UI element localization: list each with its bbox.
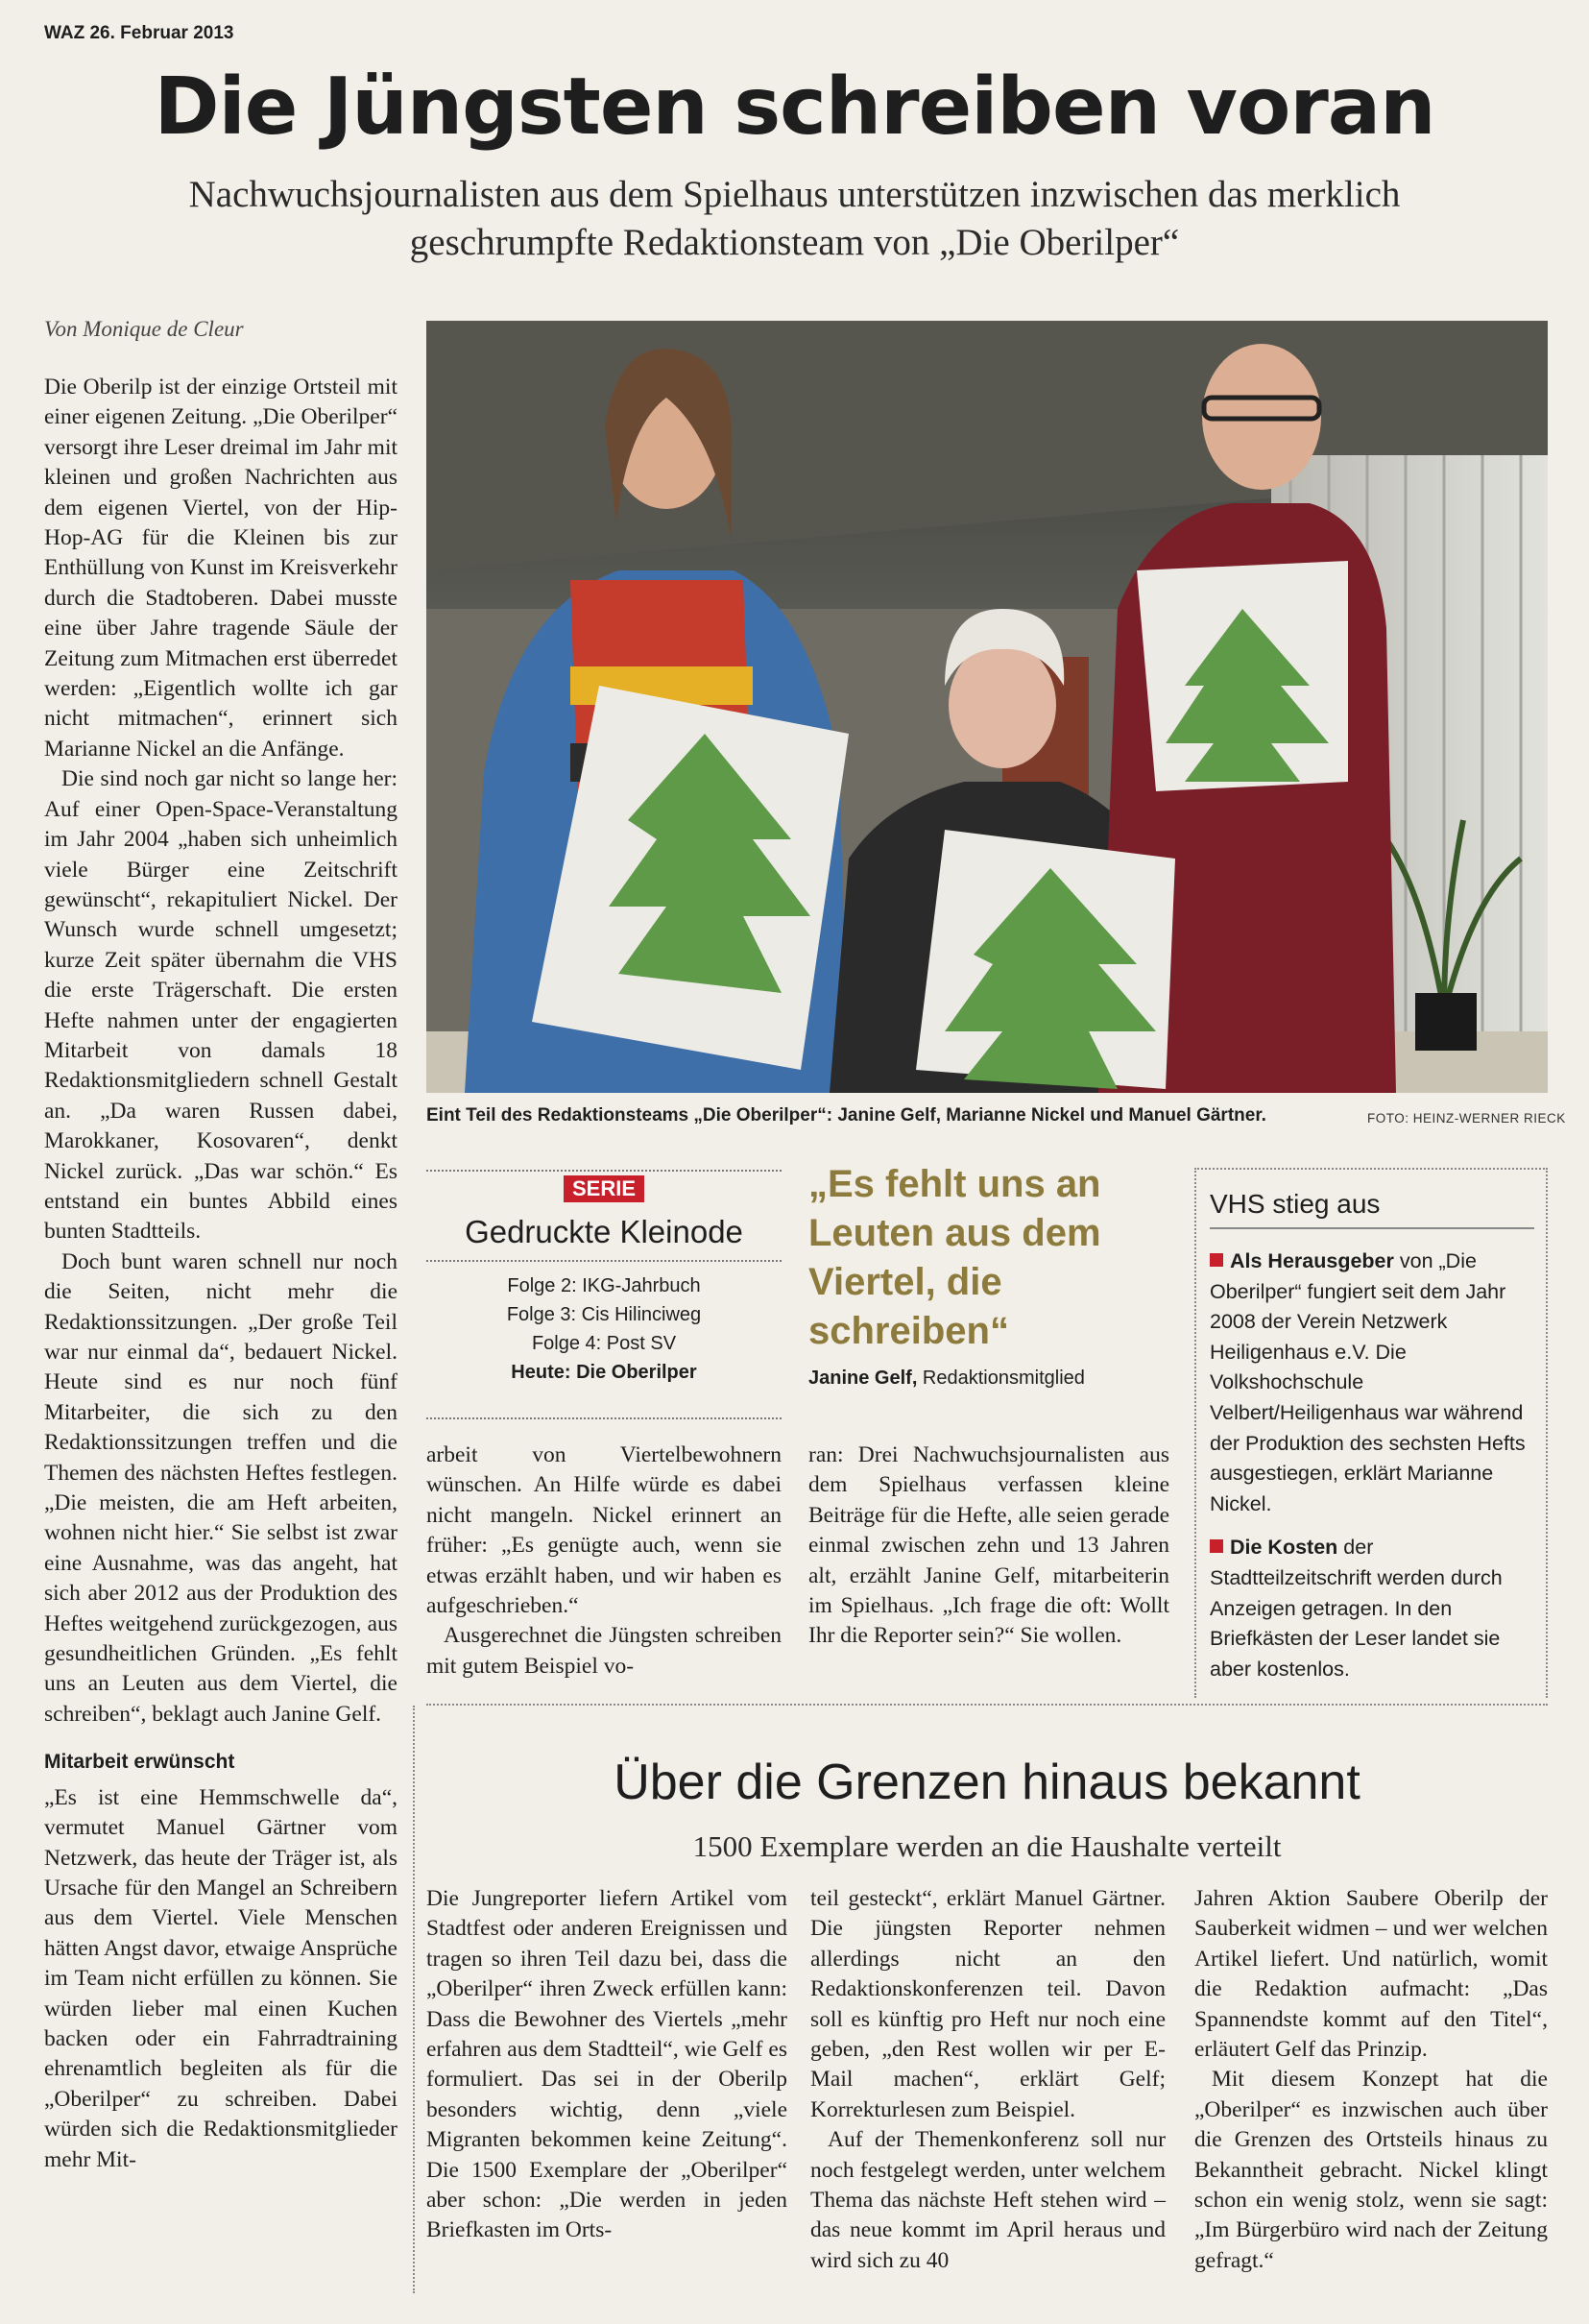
second-column-2 (810, 1884, 1166, 2276)
series-list (426, 1260, 782, 1387)
second-column-3 (1194, 1884, 1548, 2276)
subheadline: Nachwuchsjournalisten aus dem Spielhaus unterstützen inzwischen das merklich geschrumpfte Redaktionsteam von „Die Oberilper“ (188, 174, 1401, 263)
photo-illustration (426, 321, 1548, 1093)
paragraph: „Es ist eine Hemmschwelle da“, vermutet Manuel Gärtner vom Netzwerk, das heute der Träger ist, als Ursache für den Mangel an Schreibern aus dem Viertel. Viele Menschen hätten Angst davor, etwaige Ansprüche im Team nicht erfüllen zu können. Sie würden lieber mal einen Kuchen backen oder ein Fahrradtraining ehrenamtlich begleiten als für die „Oberilper“ zu schreiben. Dabei würden sich die Redaktionsmitglieder mehr Mit- (44, 1784, 397, 2172)
series-box (426, 1170, 782, 1419)
series-item: Folge 4: Post SV (531, 1333, 677, 1354)
newspaper-copy (916, 830, 1175, 1089)
paragraph: Ausgerechnet die Jüngsten schreiben mit gutem Beispiel vo- (426, 1623, 782, 1679)
paragraph: Die Jungreporter liefern Artikel vom Stadtfest oder anderen Ereignissen und tragen so ihren Teil dazu bei, dass die „Oberilper“ ihren Zweck erfüllen kann: Dass die Bewohner des Viertels „mehr erfahren aus dem Stadtteil“, wie Gelf es formuliert. Das sei in der Oberilp besonders wichtig, denn „viele Migranten bekommen keine Zeitung“. Die 1500 Exemplare der „Oberilper“ aber schon: „Die werden in jeden Briefkasten im Orts- (426, 1886, 787, 2243)
info-bold: Als Herausgeber (1210, 1249, 1394, 1272)
pull-quote: „Es fehlt uns an Leuten aus dem Viertel, die schreiben“ (808, 1163, 1101, 1352)
series-today: Heute: Die Oberilper (511, 1362, 697, 1383)
series-title: Gedruckte Kleinode (465, 1214, 743, 1249)
paragraph: Jahren Aktion Saubere Oberilp der Sauberkeit widmen – und wer welchen Artikel liefert. Und natürlich, womit die Redaktion aufmacht: „Das Spannendste kommt auf den Titel“, erläutert Gelf das Prinzip. (1194, 1886, 1548, 2063)
paragraph: Die Oberilp ist der einzige Ortsteil mit einer eigenen Zeitung. „Die Oberilper“ versorgt ihre Leser dreimal im Jahr mit kleinen und großen Nachrichten aus dem eigenen Viertel, von der Hip-Hop-AG für die Kleinen bis zur Enthüllung von Kunst im Kreisverkehr durch die Stadtoberen. Dabei musste eine über Jahre tragende Säule der Zeitung zum Mitmachen erst überredet werden: „Eigentlich wollte ich gar nicht mitmachen“, erinnert sich Marianne Nickel an die Anfänge. (44, 375, 397, 762)
second-column-1 (426, 1884, 787, 2246)
paragraph: ran: Drei Nachwuchsjournalisten aus dem Spielhaus verfassen kleine Beiträge für die Hefte, alle seien gerade einmal zwischen zehn und 13 Jahren alt, erzählt Janine Gelf, mitarbeiterin im Spielhaus. „Ich frage die oft: Wollt Ihr die Reporter sein?“ Sie wollen. (808, 1442, 1169, 1649)
article-column-3 (808, 1440, 1169, 1652)
paragraph: Doch bunt waren schnell nur noch die Seiten, nicht mehr die Redaktionssitzungen. „Der große Teil war nur einmal da“, bedauert Nickel. Heute sind es nur noch fünf Mitarbeiter, die sich zu den Redaktionssitzungen treffen und die Themen des nächsten Heftes festlegen. „Die meisten, die am Heft arbeiten, wohnen nicht hier.“ Sie selbst ist zwar eine Ausnahme, was das angeht, hat sich aber 2012 aus der Produktion des Heftes weitgehend zurückgezogen, aus gesundheitlichen Gründen. „Es fehlt uns an Leuten aus dem Viertel, die schreiben“, beklagt auch Janine Gelf. (44, 1248, 397, 1727)
series-item: Folge 3: Cis Hilinciweg (506, 1304, 702, 1325)
divider (426, 1704, 1548, 1706)
info-text: der Stadtteilzeitschrift werden durch Anzeigen getragen. In den Briefkästen der Leser landet sie aber kostenlos. (1210, 1536, 1503, 1681)
series-item: Folge 2: IKG-Jahrbuch (507, 1275, 701, 1296)
headline: Die Jüngsten schreiben voran (154, 61, 1435, 153)
paragraph: arbeit von Viertelbewohnern wünschen. An Hilfe würde es dabei nicht mangeln. Nickel erinnert an früher: „Es genügte auch, wenn sie etwas erzählt haben, und wir haben es aufgeschrieben.“ (426, 1442, 782, 1619)
quote-author-role: Redaktionsmitglied (917, 1368, 1085, 1389)
pull-quote-author (808, 1368, 1135, 1390)
info-box (1194, 1168, 1548, 1698)
info-box-title: VHS stieg aus (1210, 1170, 1534, 1229)
article-column-1 (44, 373, 397, 2175)
info-bold: Die Kosten (1210, 1536, 1337, 1559)
photo-credit: FOTO: HEINZ-WERNER RIECK (1367, 1111, 1566, 1126)
paragraph: Die sind noch gar nicht so lange her: Auf einer Open-Space-Veranstaltung im Jahr 2004 „haben sich unheimlich viele Bürger eine Zeitschrift gewünscht“, rekapituliert Nickel. Der Wunsch wurde schnell umgesetzt; kurze Zeit später übernahm die VHS die erste Trägerschaft. Die ersten Hefte nahmen unter der engagierten Mitarbeit von damals 18 Redaktionsmitgliedern schnell Gestalt an. „Da waren Russen dabei, Marokkaner, Kosovaren“, denkt Nickel zurück. „Das war schön.“ Es entstand ein buntes Abbild eines bunten Stadtteils. (44, 766, 397, 1245)
second-subheadline: 1500 Exemplare werden an die Haushalte verteilt (692, 1829, 1282, 1863)
section-heading: Mitarbeit erwünscht (44, 1751, 235, 1774)
paragraph: Auf der Themenkonferenz soll nur noch festgelegt werden, unter welchem Thema das nächste Heft stehen wird – das neue kommt im April heraus und wird sich zu 40 (810, 2127, 1166, 2273)
info-text: von „Die Oberilper“ fungiert seit dem Jahr 2008 der Verein Netzwerk Heiligenhaus e.V. Die Volkshochschule Velbert/Heiligenhaus war während der Produktion des sechsten Hefts ausgestiegen, erklärt Marianne Nickel. (1210, 1249, 1526, 1515)
article-column-2 (426, 1440, 782, 1682)
series-tag: SERIE (564, 1175, 644, 1202)
paragraph: teil gesteckt“, erklärt Manuel Gärtner. Die jüngsten Reporter nehmen allerdings nicht an den Redaktionskonferenzen teil. Davon soll es künftig pro Heft nur noch eine geben, „den Rest wollen wir per E-Mail machen“, erklärt Gelf; Korrekturlesen zum Beispiel. (810, 1886, 1166, 2122)
team-photo (426, 321, 1548, 1093)
info-box-text (1210, 1247, 1534, 1684)
photo-caption: Eint Teil des Redaktionsteams „Die Oberilper“: Janine Gelf, Marianne Nickel und Manuel Gärtner. (426, 1105, 1266, 1126)
second-headline: Über die Grenzen hinaus bekannt (614, 1755, 1360, 1810)
quote-author-name: Janine Gelf, (808, 1368, 918, 1389)
dateline: WAZ 26. Februar 2013 (44, 23, 234, 43)
newspaper-copy (1137, 561, 1348, 791)
paragraph: Mit diesem Konzept hat die „Oberilper“ es inzwischen auch über die Grenzen des Ortsteils hinaus zu Bekanntheit gebracht. Nickel klingt schon ein wenig stolz, wenn sie sagt: „Im Bürgerbüro wird nach der Zeitung gefragt.“ (1194, 2067, 1548, 2273)
divider (413, 1706, 415, 2293)
byline: Von Monique de Cleur (44, 317, 244, 341)
